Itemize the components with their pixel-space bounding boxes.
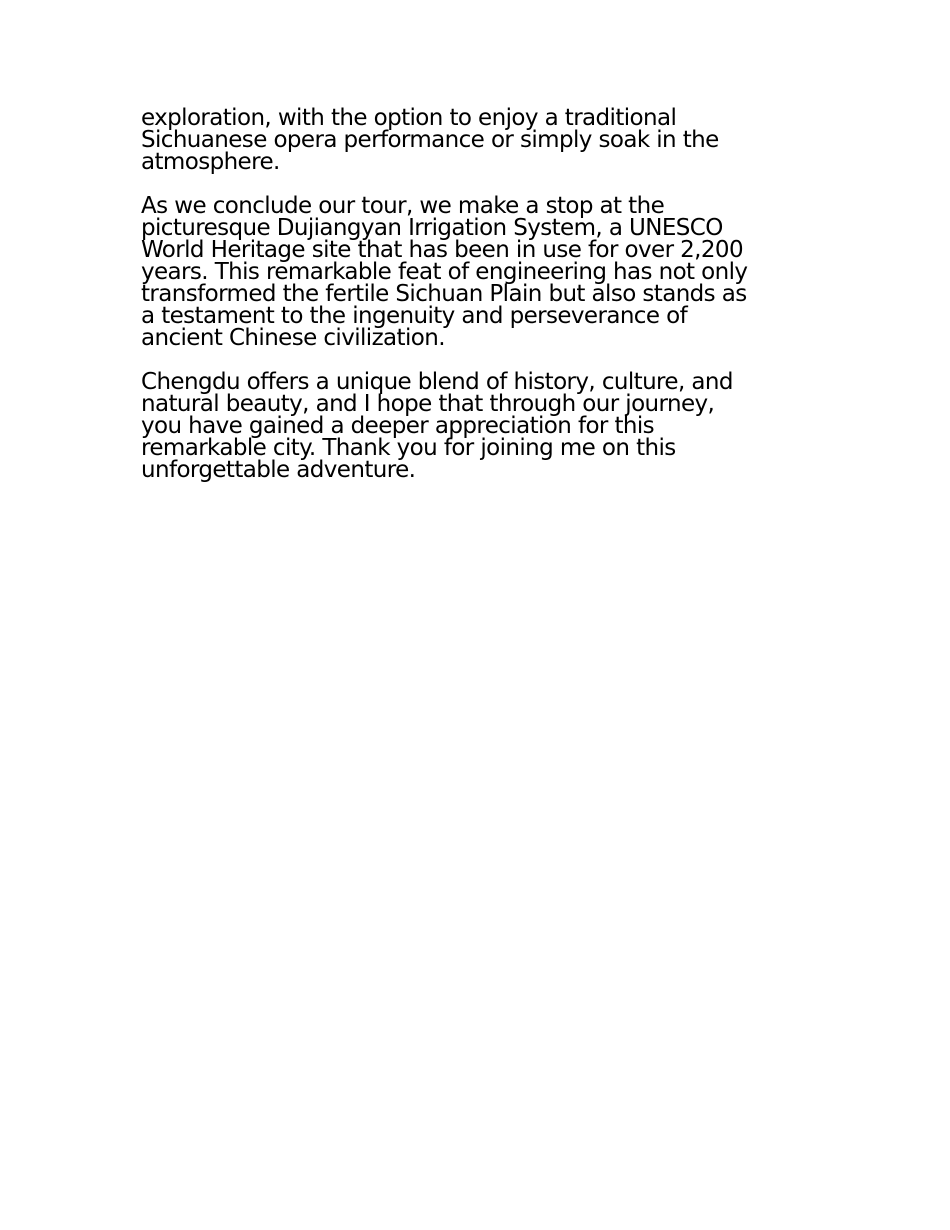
text-line: picturesque Dujiangyan Irrigation System, a UNESCO (141, 215, 723, 241)
paragraph-dujiangyan (141, 195, 801, 349)
text-line: natural beauty, and I hope that through our journey, (141, 391, 715, 417)
text-line: years. This remarkable feat of engineering has not only (141, 259, 748, 285)
text-line: Chengdu offers a unique blend of history, culture, and (141, 369, 733, 395)
text-line: exploration, with the option to enjoy a traditional (141, 105, 677, 131)
text-line: unforgettable adventure. (141, 457, 416, 483)
document-body (141, 107, 801, 503)
text-line: World Heritage site that has been in use for over 2,200 (141, 237, 743, 263)
text-line: ancient Chinese civilization. (141, 325, 445, 351)
text-line: Sichuanese opera performance or simply soak in the (141, 127, 719, 153)
paragraph-opera (141, 107, 801, 173)
text-line: you have gained a deeper appreciation for this (141, 413, 655, 439)
text-line: remarkable city. Thank you for joining me on this (141, 435, 676, 461)
paragraph-conclusion (141, 371, 801, 481)
text-line: transformed the fertile Sichuan Plain but also stands as (141, 281, 747, 307)
text-line: atmosphere. (141, 149, 280, 175)
text-line: As we conclude our tour, we make a stop at the (141, 193, 665, 219)
text-line: a testament to the ingenuity and perseverance of (141, 303, 688, 329)
